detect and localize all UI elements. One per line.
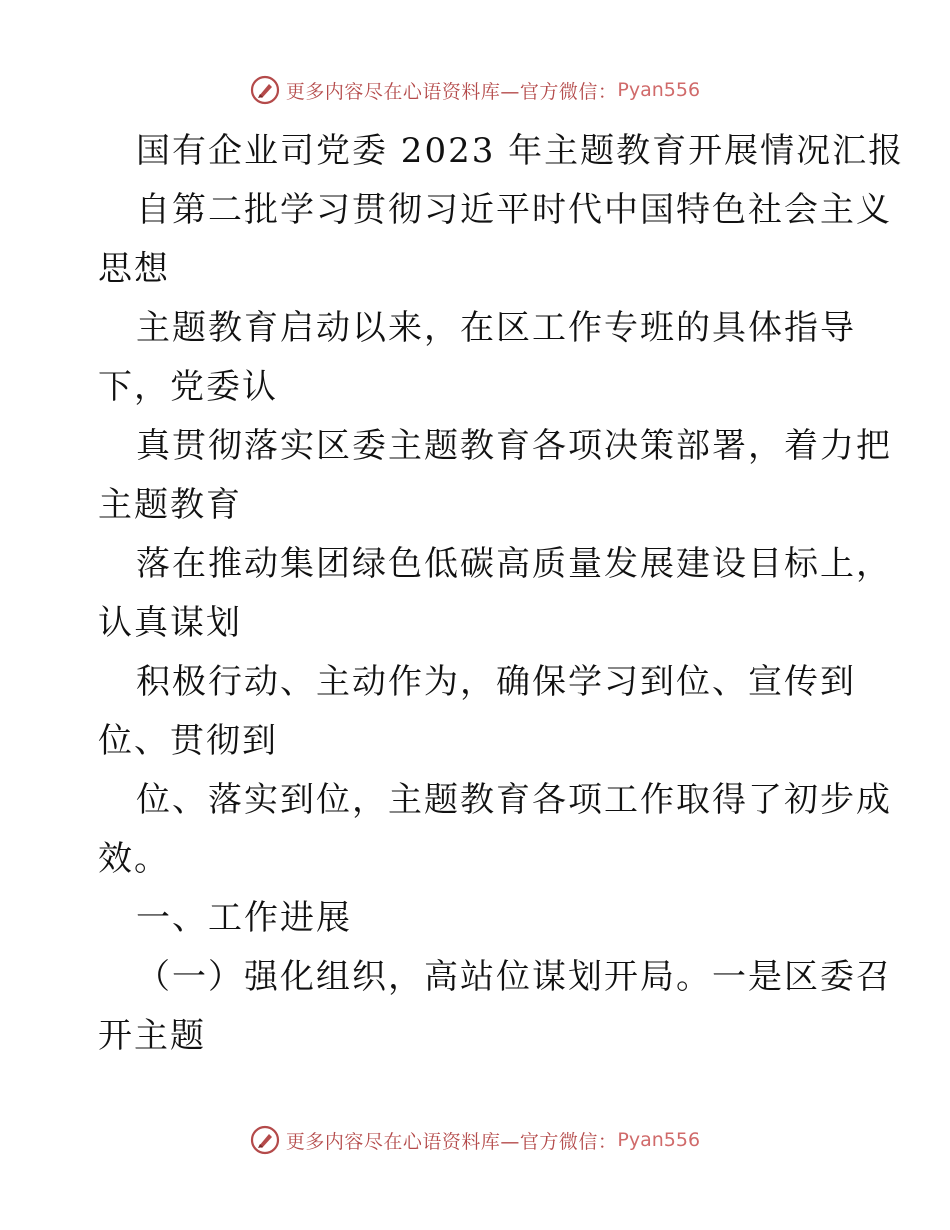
text-line: 下，党委认 — [98, 367, 278, 407]
text-line: 位、贯彻到 — [98, 721, 278, 761]
subsection-heading: （一）强化组织，高站位谋划开局。一是区委召 — [136, 957, 892, 997]
text-line: 落在推动集团绿色低碳高质量发展建设目标上， — [136, 544, 892, 584]
pen-logo-icon — [250, 75, 280, 105]
footer-watermark — [0, 1120, 950, 1160]
text-line: 积极行动、主动作为，确保学习到位、宣传到 — [136, 662, 856, 702]
text-line: 主题教育 — [98, 485, 242, 525]
text-line: 效。 — [98, 839, 170, 879]
watermark-text: 更多内容尽在心语资料库—官方微信： — [285, 1130, 618, 1153]
text-line: 开主题 — [98, 1016, 206, 1056]
header-watermark — [0, 70, 950, 110]
watermark-handle: Pyan556 — [617, 79, 701, 101]
text-line: 认真谋划 — [98, 603, 242, 643]
document-title: 国有企业司党委 2023 年主题教育开展情况汇报 — [136, 131, 905, 171]
text-line: 思想 — [98, 249, 170, 289]
watermark-handle: Pyan556 — [617, 1129, 701, 1151]
text-line: 自第二批学习贯彻习近平时代中国特色社会主义 — [136, 190, 892, 230]
section-heading: 一、工作进展 — [136, 898, 352, 938]
text-line: 位、落实到位，主题教育各项工作取得了初步成 — [136, 780, 892, 820]
watermark-text: 更多内容尽在心语资料库—官方微信： — [285, 80, 618, 103]
text-line: 主题教育启动以来，在区工作专班的具体指导 — [136, 308, 856, 348]
text-line: 真贯彻落实区委主题教育各项决策部署，着力把 — [136, 426, 892, 466]
pen-logo-icon — [250, 1125, 280, 1155]
document-body — [98, 122, 905, 1066]
